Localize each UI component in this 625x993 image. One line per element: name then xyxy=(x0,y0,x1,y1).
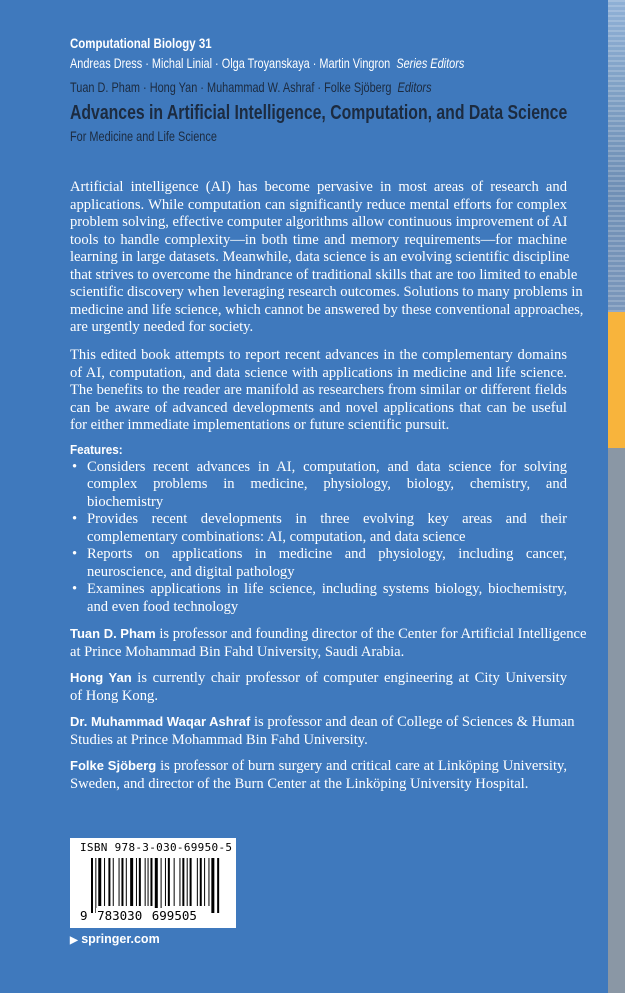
text-line: Artificial intelligence (AI) has become pervasive in most areas of research and xyxy=(70,179,567,195)
text-line: of AI, computation, and data science with applications in medicine and life science. xyxy=(70,364,567,381)
barcode-bar xyxy=(182,858,184,906)
bio-name: Dr. Muhammad Waqar Ashraf xyxy=(70,714,251,729)
bio-name: Tuan D. Pham xyxy=(70,626,156,641)
barcode-bar xyxy=(119,858,120,906)
barcode-bar xyxy=(95,858,96,913)
text-line: tools to handle complexity—in both time and memory requirements—for machine xyxy=(70,231,567,248)
text-line: Considers recent advances in AI, computation, and data science for solving xyxy=(87,458,567,475)
barcode-bar xyxy=(161,858,162,913)
series-title: Computational Biology 31 xyxy=(70,35,212,51)
text-line: problem solving, effective computer algorithms allow continuous improvement of AI xyxy=(70,214,568,230)
editors-names: Tuan D. Pham · Hong Yan · Muhammad W. Ashraf · Folke Sjöberg xyxy=(70,79,392,95)
barcode-bar xyxy=(130,858,133,906)
barcode-digits-left: 783030 xyxy=(97,908,143,923)
isbn-barcode xyxy=(70,838,236,928)
bio-ashraf xyxy=(70,713,575,749)
barcode-bar xyxy=(174,858,175,906)
barcode-digits-right: 699505 xyxy=(151,908,197,923)
bio-yan xyxy=(70,669,567,705)
bio-pham xyxy=(70,625,587,661)
series-editors-names: Andreas Dress · Michal Linial · Olga Troyanskaya · Martin Vingron xyxy=(70,55,391,71)
barcode-bar xyxy=(155,858,158,913)
feature-item xyxy=(70,511,567,546)
bio-text: is professor and dean of College of Sciences & Human xyxy=(250,714,575,730)
text-line: This edited book attempts to report recent advances in the complementary domains xyxy=(70,347,567,363)
barcode-bar xyxy=(98,858,101,906)
text-line: Provides recent developments in three evolving key areas and their xyxy=(87,511,567,527)
bio-text: Sweden, and director of the Burn Center at the Linköping University Hospital. xyxy=(70,775,529,792)
bullet-icon: • xyxy=(72,581,78,597)
feature-item xyxy=(70,459,567,512)
barcode-digits xyxy=(79,908,198,923)
text-line: learning in large datasets. Meanwhile, data science is an evolving scientific discipline xyxy=(70,249,570,265)
bullet-icon: • xyxy=(72,511,78,527)
barcode-bar xyxy=(91,858,93,913)
barcode-bar xyxy=(187,858,188,906)
barcode-bar xyxy=(217,858,219,913)
barcode-digit-lead: 9 xyxy=(80,908,88,923)
barcode-bar xyxy=(104,858,105,906)
features-section xyxy=(70,441,567,616)
isbn-text: ISBN 978-3-030-69950-5 xyxy=(80,841,233,854)
editors xyxy=(70,79,432,95)
springer-link[interactable] xyxy=(70,932,160,946)
series-editors xyxy=(70,55,464,71)
arrow-right-icon: ▶ xyxy=(70,935,78,946)
barcode-bar xyxy=(165,858,166,906)
text-line: applications. While computation can significantly reduce mental efforts for complex xyxy=(70,196,567,213)
bio-text: of Hong Kong. xyxy=(70,687,158,704)
barcode-bar xyxy=(145,858,146,906)
text-line: Reports on applications in medicine and physiology, including cancer, xyxy=(87,546,567,562)
series-editors-label: Series Editors xyxy=(396,55,465,71)
book-title: Advances in Artificial Intelligence, Computation, and Data Science xyxy=(70,102,568,124)
barcode-bar xyxy=(148,858,149,906)
text-line: biochemistry xyxy=(87,493,164,510)
barcode-bar xyxy=(150,858,152,906)
bio-text: at Prince Mohammad Bin Fahd University, Saudi Arabia. xyxy=(70,643,405,660)
text-line: neuroscience, and digital pathology xyxy=(87,563,295,580)
barcode-bar xyxy=(200,858,202,906)
text-line: complementary combinations: AI, computation, and data science xyxy=(87,528,466,545)
barcode-bar xyxy=(113,858,114,906)
barcode-bar xyxy=(168,858,170,906)
bullet-icon: • xyxy=(72,458,78,475)
features-heading: Features: xyxy=(70,442,123,457)
barcode-bar xyxy=(208,858,209,906)
bio-sjoberg xyxy=(70,757,567,793)
editors-label: Editors xyxy=(397,79,432,95)
barcode-bars xyxy=(91,858,227,913)
bio-text: is professor of burn surgery and critical care at Linköping University, xyxy=(156,758,568,774)
text-line: Examines applications in life science, including systems biology, biochemistry, xyxy=(87,581,567,597)
text-line: are urgently needed for society. xyxy=(70,319,254,335)
barcode-bar xyxy=(136,858,137,906)
barcode-bar xyxy=(139,858,141,906)
barcode-bar xyxy=(179,858,180,906)
spine-gray-band xyxy=(608,448,625,993)
text-line: that strives to overcome the hindrance of traditional skills that are too limited to enable xyxy=(70,266,578,283)
bio-text: is currently chair professor of computer engineering at City University xyxy=(131,670,567,686)
spine-texture xyxy=(608,0,625,312)
barcode-bar xyxy=(108,858,110,906)
book-subtitle: For Medicine and Life Science xyxy=(70,128,217,144)
bio-text: is professor and founding director of the Center for Artificial Intelligence xyxy=(155,626,587,642)
barcode-bar xyxy=(211,858,214,913)
text-line: complex problems in medicine, physiology, biology, chemistry, and xyxy=(87,476,567,492)
feature-item xyxy=(70,546,567,581)
barcode-bar xyxy=(121,858,123,906)
barcode-bar xyxy=(126,858,127,906)
spine-orange-band xyxy=(608,312,625,448)
barcode-bar xyxy=(204,858,205,906)
bullet-icon: • xyxy=(72,546,78,562)
text-line: and even food technology xyxy=(87,598,239,615)
bio-text: Studies at Prince Mohammad Bin Fahd University. xyxy=(70,731,368,748)
text-line: can be aware of advanced developments and novel applications that can be useful xyxy=(70,399,567,416)
springer-url[interactable]: springer.com xyxy=(81,932,160,946)
bio-name: Hong Yan xyxy=(70,670,132,685)
text-line: for either immediate implementations or future scientific pursuit. xyxy=(70,417,450,433)
description-paragraph-1 xyxy=(70,179,584,337)
barcode-bar xyxy=(190,858,192,906)
spine-edge xyxy=(608,0,625,993)
text-line: medicine and life science, which cannot be answered by these conventional approaches, xyxy=(70,301,584,318)
description-paragraph-2 xyxy=(70,347,567,435)
feature-item xyxy=(70,581,567,616)
barcode-bar xyxy=(197,858,198,906)
text-line: scientific discovery when leveraging research outcomes. Solutions to many problems in xyxy=(70,284,583,300)
text-line: The benefits to the reader are manifold as researchers from similar or different fields xyxy=(70,382,567,398)
bio-name: Folke Sjöberg xyxy=(70,758,157,773)
